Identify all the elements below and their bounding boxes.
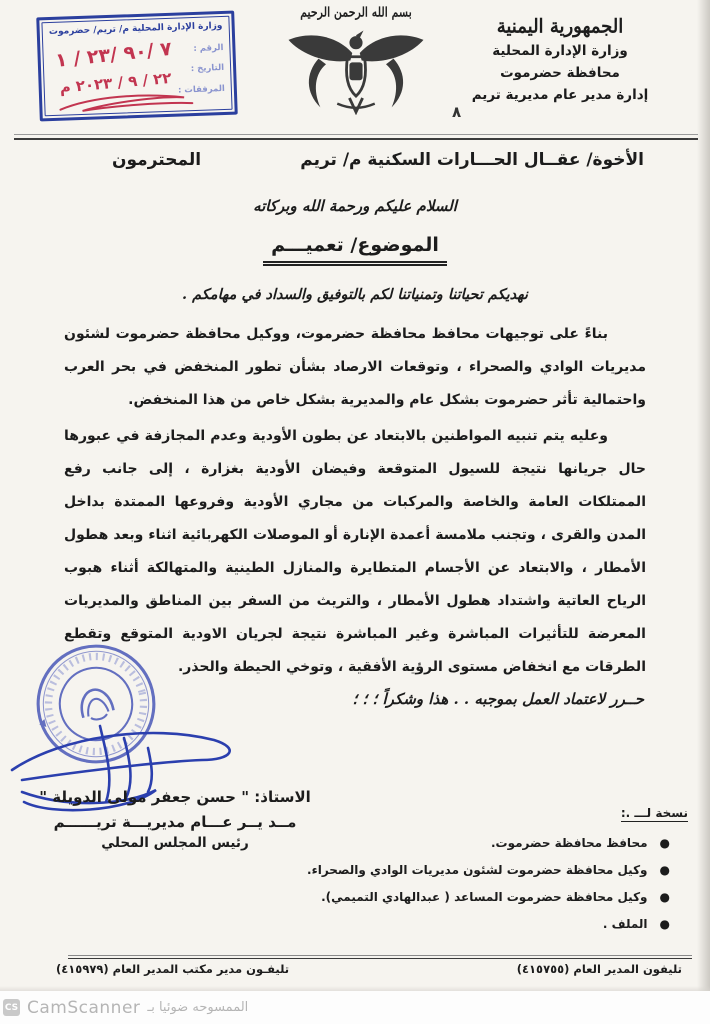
list-item (306, 834, 670, 852)
addressee-row (0, 150, 710, 170)
department-name: إدارة مدير عام مديرية تريم (471, 87, 649, 103)
yemen-eagle-emblem-icon (281, 21, 431, 115)
copy-recipient: وكيل محافظة حضرموت المساعد ( عبدالهادي التميمي). (321, 890, 648, 904)
bullet-icon: ● (659, 836, 670, 850)
emblem-block (277, 6, 435, 119)
subject-text: الموضوع/ تعميـــم (263, 234, 447, 266)
list-item (306, 915, 670, 933)
signature-block (16, 788, 334, 851)
handwritten-caret-mark: ٨ (452, 103, 462, 121)
stamp-date-label: التاريخ : (190, 63, 225, 75)
subject-line (0, 234, 710, 266)
camscanner-icon: CS (3, 999, 20, 1016)
phone-office-manager: تليفـون مدير مكتب المدير العام (٤١٥٩٧٩) (56, 962, 290, 976)
footer-divider (68, 955, 692, 959)
received-stamp (36, 11, 238, 122)
footer-phones (0, 962, 710, 976)
stamp-attachments-label: المرفقات : (177, 83, 226, 96)
letterhead-block (426, 16, 694, 103)
stamp-title: وزارة الإدارة المحلية م/ تريم/ حضرموت (48, 20, 223, 38)
bullet-icon: ● (659, 917, 670, 931)
phone-general-manager: تليفون المدير العام (٤١٥٧٥٥) (516, 962, 682, 976)
country-name: الجمهورية اليمنية (496, 15, 624, 38)
signer-title-1: مــد يــر عـــام مديريـــة تريــــــم (53, 813, 297, 831)
copy-recipient: محافظ محافظة حضرموت. (490, 836, 648, 850)
ministry-name: وزارة الإدارة المحلية (492, 43, 628, 59)
stamp-date-value: ٢٢ / ٩ / ٢٠٢٣ م (58, 68, 173, 97)
closing-line: حــرر لاعتماد العمل بموجبه . . هذا وشكراً ؛ ؛ ؛ (352, 690, 644, 708)
bullet-icon: ● (659, 890, 670, 904)
stamp-number-value: ٧ /٩٠ /٢٣ / ١ (54, 37, 173, 72)
copies-section (306, 802, 688, 942)
camscanner-watermark (0, 991, 710, 1024)
governorate-name: محافظة حضرموت (500, 65, 620, 81)
bismillah-calligraphy: بسم الله الرحمن الرحيم (300, 4, 412, 21)
camscanner-arabic-text: الممسوحه ضوئيا بـ (147, 1000, 249, 1015)
camscanner-brand-text: CamScanner (27, 997, 141, 1018)
header-divider (14, 134, 698, 140)
list-item (306, 888, 670, 906)
salutation-line: السلام عليكم ورحمة الله وبركاته (253, 197, 457, 215)
stamp-number-label: الرقم : (193, 42, 224, 55)
copy-recipient: وكيل محافظة حضرموت لشئون مديريات الوادي والصحراء. (307, 863, 648, 877)
addressee-name: الأخوة/ عقــال الحـــارات السكنية م/ تريم (300, 150, 644, 170)
copies-heading: نسخة لـــ .: (620, 806, 688, 820)
stamp-signature-scribble (52, 89, 203, 116)
copies-list (306, 834, 688, 933)
greeting-line: نهديكم تحياتنا وتمنياتنا لكم بالتوفيق والسداد في مهامكم . (182, 286, 528, 303)
addressee-honorific: المحترمون (112, 150, 202, 170)
bullet-icon: ● (659, 863, 670, 877)
body-paragraph-2: وعليه يتم تنبيه المواطنين بالابتعاد عن بطون الأودية وعدم المجازفة في عبورها حال جريانها نتيجة للسيول المتوقعة وفيضان الأودية بغزارة ، إلى جانب رفع الممتلكات العامة والخاصة والمركبات من مجاري الأودية وفروعها الممتدة بداخل المدن والقرى ، وتجنب ملامسة أعمدة الإنارة أو الموصلات الكهربائية اثناء وبعد هطول الأمطار ، والابتعاد عن الأجسام المتطايرة والمنازل الطينية والمتهالكة أثناء هبوب الرياح العاتية واشتداد هطول الأمطار ، والتريث من السفر بين المناطق والمديريات المعرضة للتأثيرات المباشرة وغير المباشرة نتيجة لجريان الاودية المتوقع وتقطع الطرقات مع انخفاض مستوى الرؤية الأفقية ، وتوخي الحيطة والحذر. (64, 428, 646, 676)
signer-title-2: رئيس المجلس المحلي (101, 835, 249, 851)
signer-name: الاستاذ: " حسن جعفر مولى الدويلة " (39, 788, 311, 806)
copy-recipient: الملف . (602, 917, 648, 931)
list-item (306, 861, 670, 879)
body-paragraph-1: بناءً على توجيهات محافظ محافظة حضرموت، ووكيل محافظة حضرموت لشئون مديريات الوادي والصحراء ، وتوقعات الارصاد بشأن تطور المنخفض في بحر العرب واحتمالية تأثر حضرموت بشكل عام والمديرية بشكل خاص من هذا المنخفض. (64, 326, 646, 409)
